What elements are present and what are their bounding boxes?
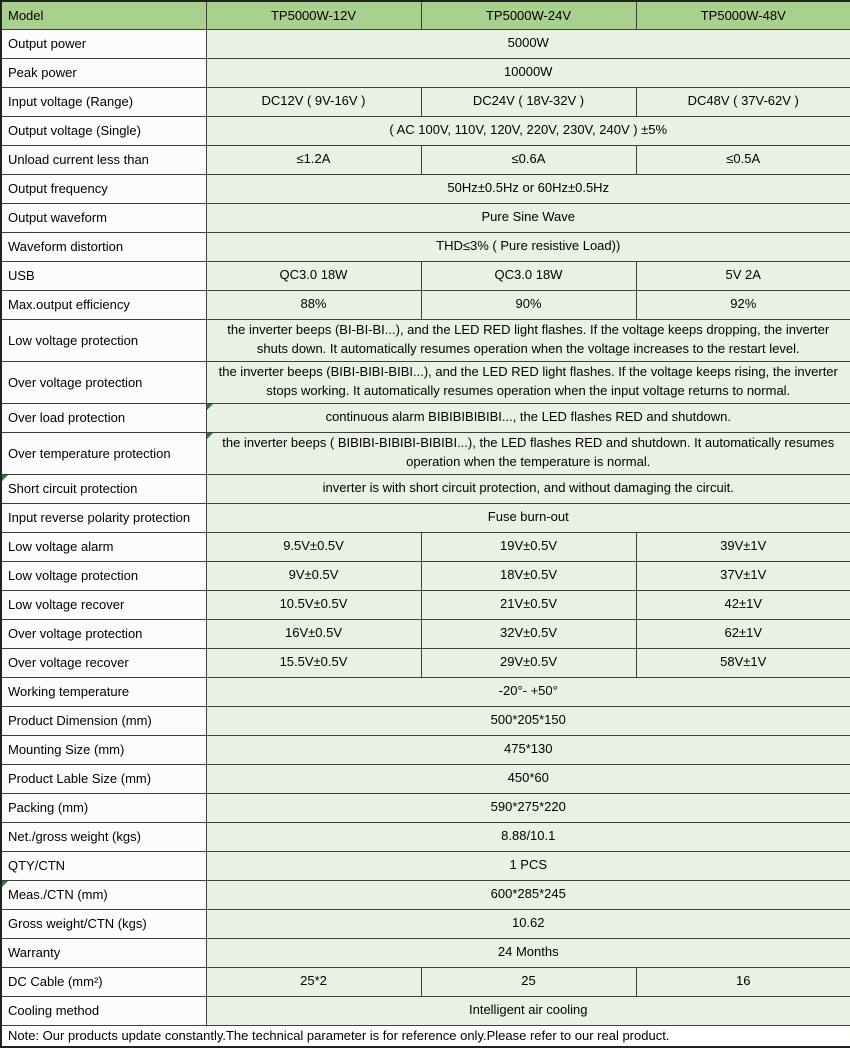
row-label: QTY/CTN	[1, 851, 206, 880]
row-value: 29V±0.5V	[421, 648, 636, 677]
row-label: Product Lable Size (mm)	[1, 764, 206, 793]
row-value: ≤1.2A	[206, 145, 421, 174]
row-label: Over voltage protection	[1, 361, 206, 403]
table-row	[1, 290, 850, 319]
row-label: USB	[1, 261, 206, 290]
row-label: Low voltage recover	[1, 590, 206, 619]
table-row	[1, 532, 850, 561]
row-value: the inverter beeps (BI-BI-BI...), and the LED RED light flashes. If the voltage keeps dropping, the inverter shuts down. It automatically resumes operation when the voltage increases to the restart level.	[206, 319, 850, 361]
row-label: Over temperature protection	[1, 432, 206, 474]
row-value: 92%	[636, 290, 850, 319]
row-label: Waveform distortion	[1, 232, 206, 261]
table-header-row	[1, 1, 850, 29]
row-value: Intelligent air cooling	[206, 996, 850, 1025]
row-value: inverter is with short circuit protection, and without damaging the circuit.	[206, 474, 850, 503]
row-label: Short circuit protection	[1, 474, 206, 503]
row-label: Over voltage protection	[1, 619, 206, 648]
row-value: 39V±1V	[636, 532, 850, 561]
table-row	[1, 29, 850, 58]
note-row	[1, 1025, 850, 1047]
table-row	[1, 996, 850, 1025]
row-label: Meas./CTN (mm)	[1, 880, 206, 909]
row-label: Output power	[1, 29, 206, 58]
table-row	[1, 561, 850, 590]
row-value: 32V±0.5V	[421, 619, 636, 648]
row-label: Max.output efficiency	[1, 290, 206, 319]
table-row	[1, 967, 850, 996]
row-value: the inverter beeps (BIBI-BIBI-BIBI...), and the LED RED light flashes. If the voltage keeps rising, the inverter stops working. It automatically resumes operation when the input voltage returns to normal.	[206, 361, 850, 403]
row-value: 16	[636, 967, 850, 996]
table-row	[1, 116, 850, 145]
row-label: Warranty	[1, 938, 206, 967]
row-value: 10000W	[206, 58, 850, 87]
table-row	[1, 648, 850, 677]
row-label: DC Cable (mm²)	[1, 967, 206, 996]
table-row	[1, 403, 850, 432]
row-value: 25	[421, 967, 636, 996]
row-label: Mounting Size (mm)	[1, 735, 206, 764]
table-row	[1, 706, 850, 735]
row-label: Input reverse polarity protection	[1, 503, 206, 532]
row-value: 8.88/10.1	[206, 822, 850, 851]
row-value: 21V±0.5V	[421, 590, 636, 619]
table-row	[1, 764, 850, 793]
row-value: 450*60	[206, 764, 850, 793]
table-row	[1, 319, 850, 361]
row-value: 590*275*220	[206, 793, 850, 822]
table-row	[1, 677, 850, 706]
note-text: Note: Our products update constantly.The technical parameter is for reference only.Please refer to our real product.	[1, 1025, 850, 1047]
row-value: 25*2	[206, 967, 421, 996]
table-row	[1, 938, 850, 967]
table-row	[1, 851, 850, 880]
row-label: Low voltage protection	[1, 561, 206, 590]
row-value: the inverter beeps ( BIBIBI-BIBIBI-BIBIBI...), the LED flashes RED and shutdown. It automatically resumes operation when the temperature is normal.	[206, 432, 850, 474]
row-label: Net./gross weight (kgs)	[1, 822, 206, 851]
table-row	[1, 822, 850, 851]
row-value: 88%	[206, 290, 421, 319]
table-row	[1, 58, 850, 87]
row-value: DC12V ( 9V-16V )	[206, 87, 421, 116]
row-value: Pure Sine Wave	[206, 203, 850, 232]
table-row	[1, 590, 850, 619]
row-label: Working temperature	[1, 677, 206, 706]
table-row	[1, 87, 850, 116]
row-label: Output voltage (Single)	[1, 116, 206, 145]
row-value: 9.5V±0.5V	[206, 532, 421, 561]
row-value: DC48V ( 37V-62V )	[636, 87, 850, 116]
row-value: Fuse burn-out	[206, 503, 850, 532]
row-value: QC3.0 18W	[206, 261, 421, 290]
row-value: 37V±1V	[636, 561, 850, 590]
row-value: 10.62	[206, 909, 850, 938]
table-row	[1, 145, 850, 174]
table-row	[1, 203, 850, 232]
row-value: 18V±0.5V	[421, 561, 636, 590]
row-value: 90%	[421, 290, 636, 319]
row-value: 600*285*245	[206, 880, 850, 909]
row-label: Cooling method	[1, 996, 206, 1025]
row-value: -20°- +50°	[206, 677, 850, 706]
table-row	[1, 174, 850, 203]
header-model-2: TP5000W-24V	[421, 1, 636, 29]
row-value: 42±1V	[636, 590, 850, 619]
row-value: 50Hz±0.5Hz or 60Hz±0.5Hz	[206, 174, 850, 203]
row-value: THD≤3% ( Pure resistive Load))	[206, 232, 850, 261]
table-row	[1, 793, 850, 822]
row-label: Over load protection	[1, 403, 206, 432]
row-value: 24 Months	[206, 938, 850, 967]
spec-table-body	[1, 1, 850, 1025]
row-label: Low voltage alarm	[1, 532, 206, 561]
row-value: DC24V ( 18V-32V )	[421, 87, 636, 116]
row-value: ≤0.6A	[421, 145, 636, 174]
table-row	[1, 474, 850, 503]
row-label: Input voltage (Range)	[1, 87, 206, 116]
row-label: Low voltage protection	[1, 319, 206, 361]
header-model-1: TP5000W-12V	[206, 1, 421, 29]
row-value: 62±1V	[636, 619, 850, 648]
row-value: 9V±0.5V	[206, 561, 421, 590]
row-value: ( AC 100V, 110V, 120V, 220V, 230V, 240V ) ±5%	[206, 116, 850, 145]
row-label: Peak power	[1, 58, 206, 87]
row-value: 10.5V±0.5V	[206, 590, 421, 619]
table-row	[1, 619, 850, 648]
row-label: Over voltage recover	[1, 648, 206, 677]
row-value: 58V±1V	[636, 648, 850, 677]
row-label: Packing (mm)	[1, 793, 206, 822]
table-row	[1, 880, 850, 909]
row-label: Gross weight/CTN (kgs)	[1, 909, 206, 938]
table-row	[1, 232, 850, 261]
row-label: Unload current less than	[1, 145, 206, 174]
row-value: 5V 2A	[636, 261, 850, 290]
header-model-3: TP5000W-48V	[636, 1, 850, 29]
table-row	[1, 503, 850, 532]
row-value: 16V±0.5V	[206, 619, 421, 648]
row-label: Product Dimension (mm)	[1, 706, 206, 735]
table-row	[1, 261, 850, 290]
row-value: 500*205*150	[206, 706, 850, 735]
table-row	[1, 909, 850, 938]
row-value: continuous alarm BIBIBIBIBIBI..., the LED flashes RED and shutdown.	[206, 403, 850, 432]
header-model-label: Model	[1, 1, 206, 29]
row-value: ≤0.5A	[636, 145, 850, 174]
row-label: Output frequency	[1, 174, 206, 203]
table-row	[1, 735, 850, 764]
row-label: Output waveform	[1, 203, 206, 232]
table-row	[1, 361, 850, 403]
row-value: QC3.0 18W	[421, 261, 636, 290]
row-value: 15.5V±0.5V	[206, 648, 421, 677]
row-value: 1 PCS	[206, 851, 850, 880]
row-value: 5000W	[206, 29, 850, 58]
row-value: 19V±0.5V	[421, 532, 636, 561]
table-row	[1, 432, 850, 474]
row-value: 475*130	[206, 735, 850, 764]
